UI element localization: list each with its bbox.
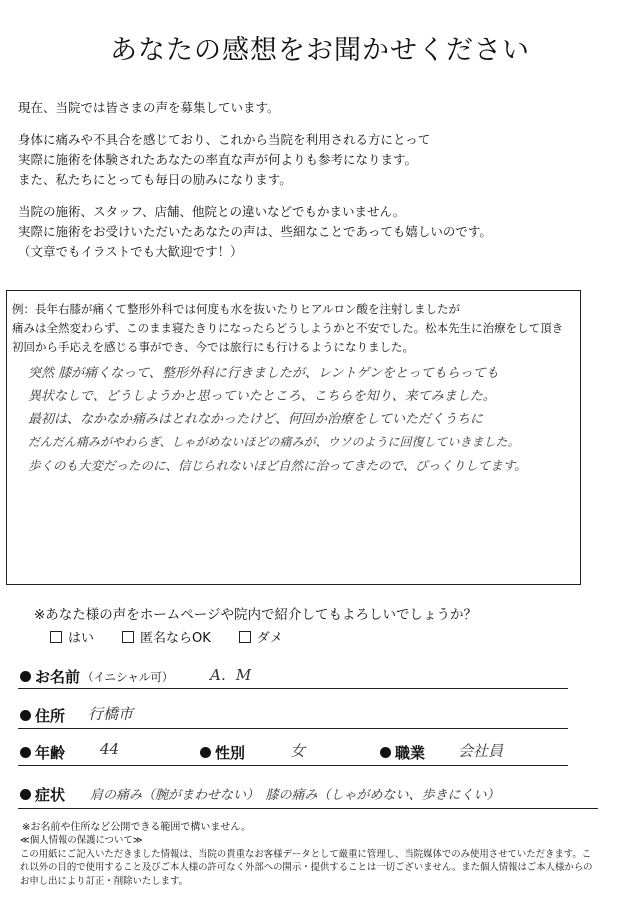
privacy-line: れ以外の目的で使用すること及びご本人様の許可なく外部への開示・提供することは一切ございません。また個人情報はご本人様からの — [20, 862, 593, 873]
handwritten-line: 異状なしで、どうしようかと思っていたところ、こちらを知り、来てみました。 — [28, 389, 496, 404]
privacy-line: お申し出により訂正・削除いたします。 — [20, 875, 189, 887]
intro-text — [18, 98, 618, 262]
bullet-icon — [20, 671, 31, 682]
bullet-icon — [20, 747, 31, 758]
handwritten-line: だんだん痛みがやわらぎ、しゃがめないほどの痛みが、ウソのように回復していきました。 — [28, 435, 520, 449]
age-label: 年齢 — [35, 744, 66, 762]
job-field-label — [380, 742, 425, 763]
intro-line: また、私たちにとっても毎日の励みになります。 — [18, 172, 292, 187]
intro-line: 実際に施術を体験されたあなたの率直な声が何よりも参考になります。 — [18, 152, 418, 167]
example-line: 例：長年右膝が痛くて整形外科では何度も水を抜いたりヒアルロン酸を注射しましたが — [12, 302, 461, 316]
checkbox-icon[interactable] — [239, 631, 251, 643]
address-value: 行橋市 — [88, 705, 134, 723]
privacy-note: ※お名前や住所など公開できる範囲で構いません。 — [22, 822, 251, 833]
checkbox-icon[interactable] — [122, 631, 134, 643]
name-label: お名前 — [35, 668, 81, 686]
option-yes[interactable] — [50, 627, 94, 646]
intro-line: 当院の施術、スタッフ、店舗、他院との違いなどでもかまいません。 — [18, 204, 406, 219]
intro-line: 身体に痛みや不具合を感じており、これから当院を利用される方にとって — [18, 132, 431, 147]
bullet-icon — [200, 747, 211, 758]
example-text — [12, 300, 572, 357]
info-underline — [18, 765, 568, 766]
gender-label: 性別 — [215, 744, 246, 762]
address-label: 住所 — [35, 707, 66, 725]
handwritten-comment — [28, 362, 588, 477]
address-field-label — [20, 705, 65, 726]
gender-field-label — [200, 742, 245, 763]
handwritten-line: 歩くのも大変だったのに、信じられないほど自然に治ってきたので、びっくりしてます。 — [28, 458, 527, 473]
example-line: 初回から手応えを感じる事ができ、今では旅行にも行けるようになりました。 — [12, 340, 415, 354]
option-label: はい — [68, 631, 95, 646]
publish-options — [50, 627, 283, 646]
name-underline — [18, 688, 568, 689]
checkbox-icon[interactable] — [50, 631, 62, 643]
symptom-underline — [18, 808, 598, 809]
gender-value: 女 — [290, 742, 306, 760]
age-value: 44 — [100, 740, 120, 758]
name-value: A．M — [210, 666, 252, 684]
option-anonymous[interactable] — [122, 627, 211, 646]
address-underline — [18, 728, 568, 729]
handwritten-line: 最初は、なかなか痛みはとれなかったけど、何回か治療をしていただくうちに — [28, 412, 484, 427]
symptom-value: 肩の痛み（腕がまわせない） 膝の痛み（しゃがめない、歩きにくい） — [90, 788, 500, 803]
privacy-heading: ≪個人情報の保護について≫ — [20, 835, 143, 846]
bullet-icon — [380, 747, 391, 758]
publish-question: ※あなた様の声をホームページや院内で紹介してもよろしいでしょうか？ — [34, 607, 478, 623]
symptom-label: 症状 — [35, 786, 66, 804]
intro-line: 実際に施術をお受けいただいたあなたの声は、些細なことであっても嬉しいのです。 — [18, 224, 492, 239]
option-label: 匿名ならOK — [140, 631, 211, 646]
job-value: 会社員 — [458, 742, 504, 760]
name-sublabel: （イニシャル可） — [82, 669, 174, 684]
privacy-line: この用紙にご記入いただきました情報は、当院の貴重なお客様データとして厳重に管理し、当院媒体でのみ使用させていただきます。こ — [20, 848, 592, 860]
job-label: 職業 — [395, 744, 426, 762]
handwritten-line: 突然 膝が痛くなって、整形外科に行きましたが、レントゲンをとってもらっても — [28, 366, 499, 381]
symptom-field-label — [20, 784, 65, 805]
example-line: 痛みは全然変わらず、このまま寝たきりになったらどうしようかと不安でした。松本先生に治療をして頂き — [12, 321, 564, 335]
bullet-icon — [20, 710, 31, 721]
page-title: あなたの感想をお聞かせください — [110, 35, 530, 66]
intro-line: （文章でもイラストでも大歓迎です！） — [18, 244, 243, 259]
bullet-icon — [20, 789, 31, 800]
intro-line: 現在、当院では皆さまの声を募集しています。 — [18, 100, 280, 115]
option-label: ダメ — [256, 631, 283, 646]
age-field-label — [20, 742, 65, 763]
option-no[interactable] — [239, 627, 283, 646]
name-field-label — [20, 666, 173, 687]
privacy-policy — [20, 834, 630, 888]
